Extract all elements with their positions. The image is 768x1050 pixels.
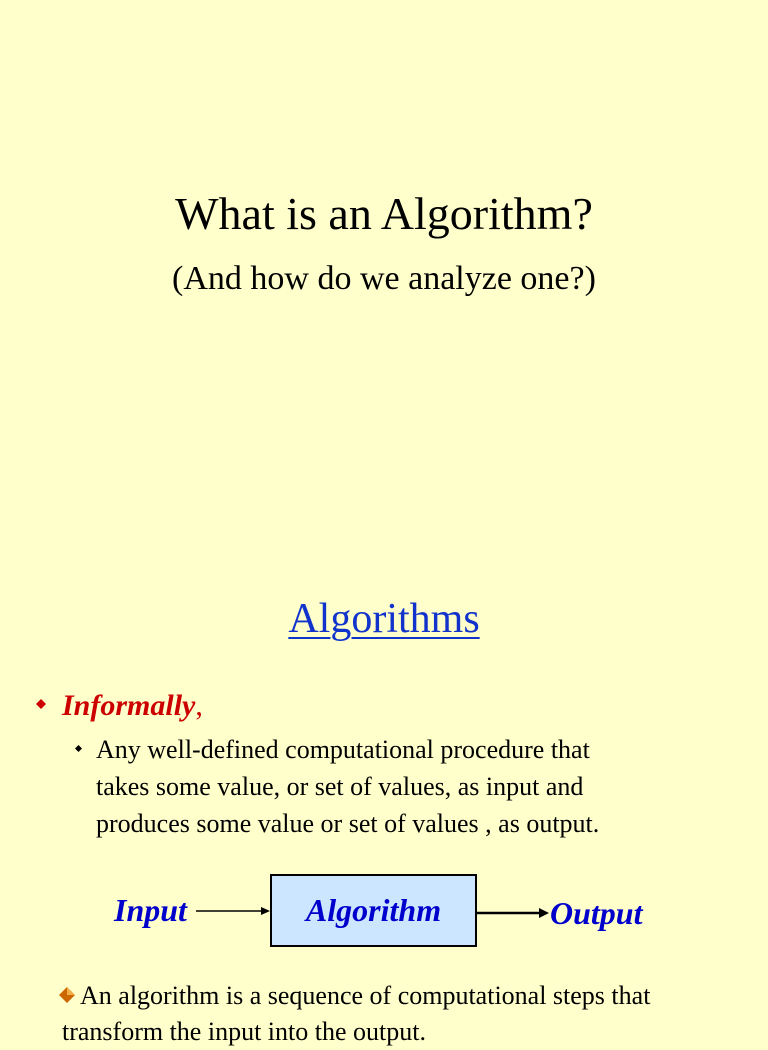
- algorithm-box-label: Algorithm: [305, 892, 442, 928]
- definition-line: Any well-defined computational procedure that: [96, 735, 590, 764]
- diagram-input-label: Input: [114, 892, 187, 928]
- diamond-bullet-icon: [36, 699, 46, 709]
- definition-line: takes some value, or set of values, as input and: [96, 772, 584, 801]
- arrow-right-icon: [476, 908, 549, 918]
- diagram-output-label: Output: [550, 895, 643, 931]
- orange-diamond-bullet-icon: [58, 986, 76, 1004]
- section-heading-algorithms[interactable]: Algorithms: [288, 596, 480, 642]
- algorithm-definition-continued: transform the input into the output.: [62, 1017, 426, 1046]
- bullet-informally: [62, 686, 203, 726]
- slide-subtitle: (And how do we analyze one?): [172, 260, 596, 297]
- slide-title: What is an Algorithm?: [175, 188, 593, 239]
- small-diamond-bullet-icon: [75, 745, 82, 752]
- algorithm-definition-line: An algorithm is a sequence of computational steps that: [80, 981, 651, 1010]
- definition-text: [96, 731, 599, 842]
- informally-comma: ,: [195, 689, 203, 722]
- informally-emphasis: Informally: [62, 689, 196, 722]
- definition-line: produces some value or set of values , as output.: [96, 809, 600, 838]
- arrow-right-icon: [196, 907, 270, 915]
